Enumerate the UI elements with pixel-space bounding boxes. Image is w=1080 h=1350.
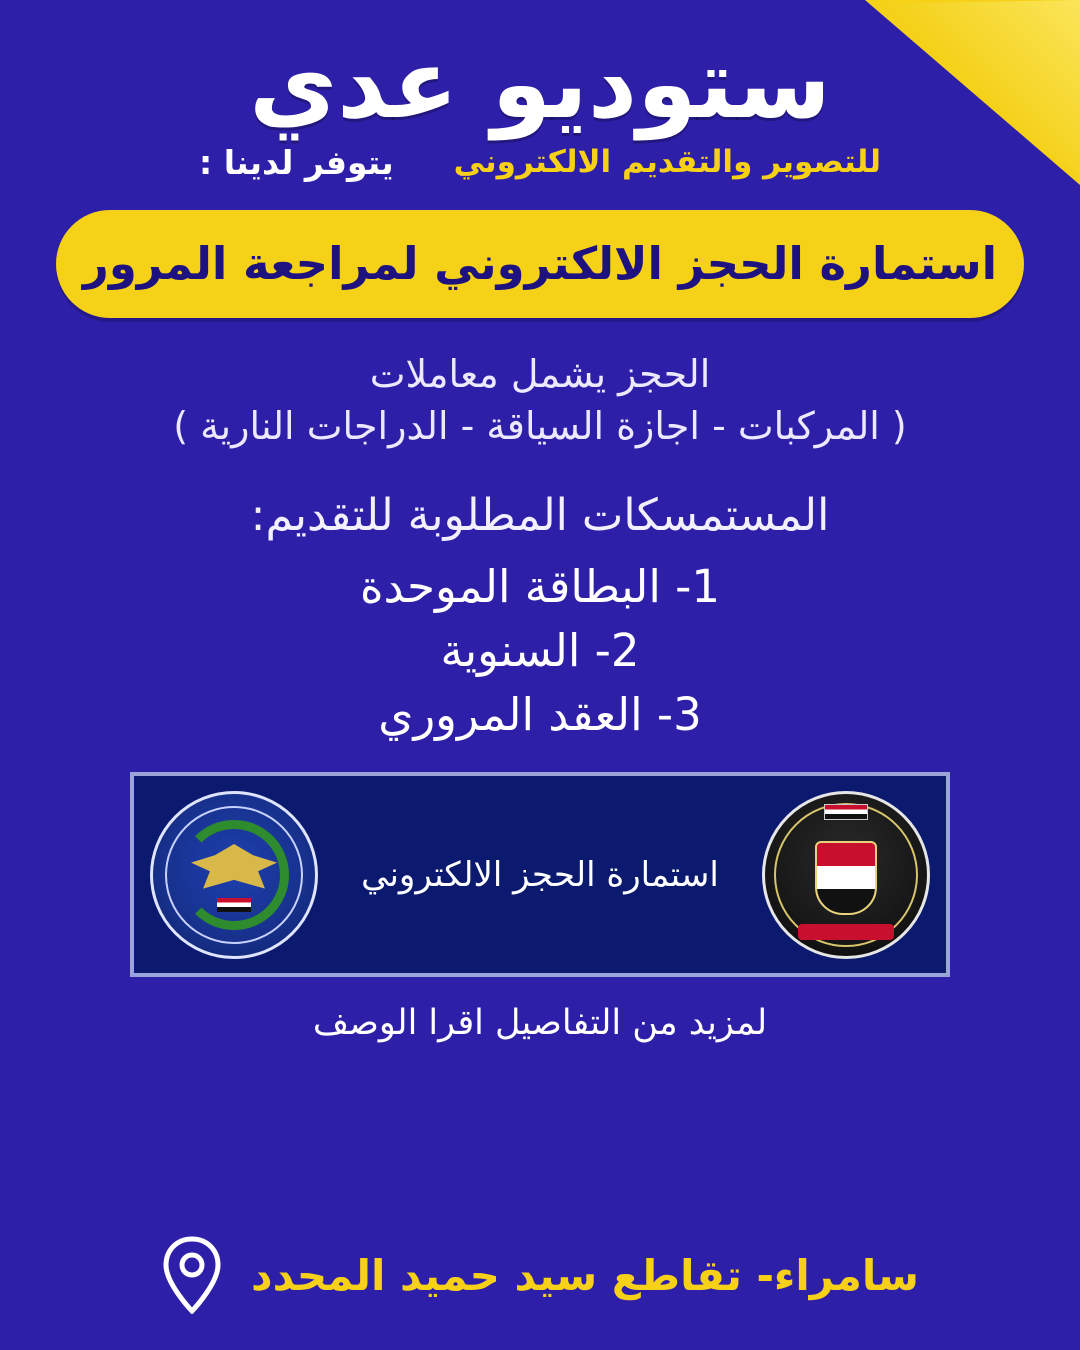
availability-label: يتوفر لدينا : — [199, 142, 394, 182]
service-pill-text: استمارة الحجز الالكتروني لمراجعة المرور — [82, 237, 998, 291]
traffic-directorate-emblem-icon — [762, 791, 930, 959]
subtitle-row — [0, 143, 1080, 182]
footnote-text: لمزيد من التفاصيل اقرا الوصف — [312, 1003, 768, 1044]
studio-subtitle: للتصوير والتقديم الالكتروني — [453, 144, 881, 181]
iraqi-police-emblem-icon — [150, 791, 318, 959]
location-pin-icon — [161, 1236, 223, 1314]
address-text: سامراء- تقاطع سيد حميد المحدد — [251, 1250, 919, 1300]
booking-scope-line: الحجز يشمل معاملات — [369, 351, 711, 396]
studio-title: ستوديو عدي — [249, 28, 831, 140]
documents-list — [0, 555, 1080, 747]
shield-icon — [815, 841, 877, 915]
list-item: 2- السنوية — [440, 623, 640, 677]
banner-text: استمارة الحجز الالكتروني — [361, 854, 719, 895]
documents-heading: المستمسكات المطلوبة للتقديم: — [250, 489, 830, 541]
iraqi-flag-icon — [824, 804, 868, 820]
emblem-bottom-band — [798, 924, 894, 940]
iraqi-flag-icon — [217, 898, 251, 912]
emblem-banner — [130, 772, 950, 977]
list-item: 3- العقد المروري — [378, 687, 702, 741]
address-row — [0, 1236, 1080, 1314]
booking-scope-detail: ( المركبات - اجازة السياقة - الدراجات النارية ) — [173, 403, 907, 448]
service-pill — [56, 210, 1024, 318]
list-item: 1- البطاقة الموحدة — [359, 559, 721, 613]
body-block — [0, 352, 1080, 448]
